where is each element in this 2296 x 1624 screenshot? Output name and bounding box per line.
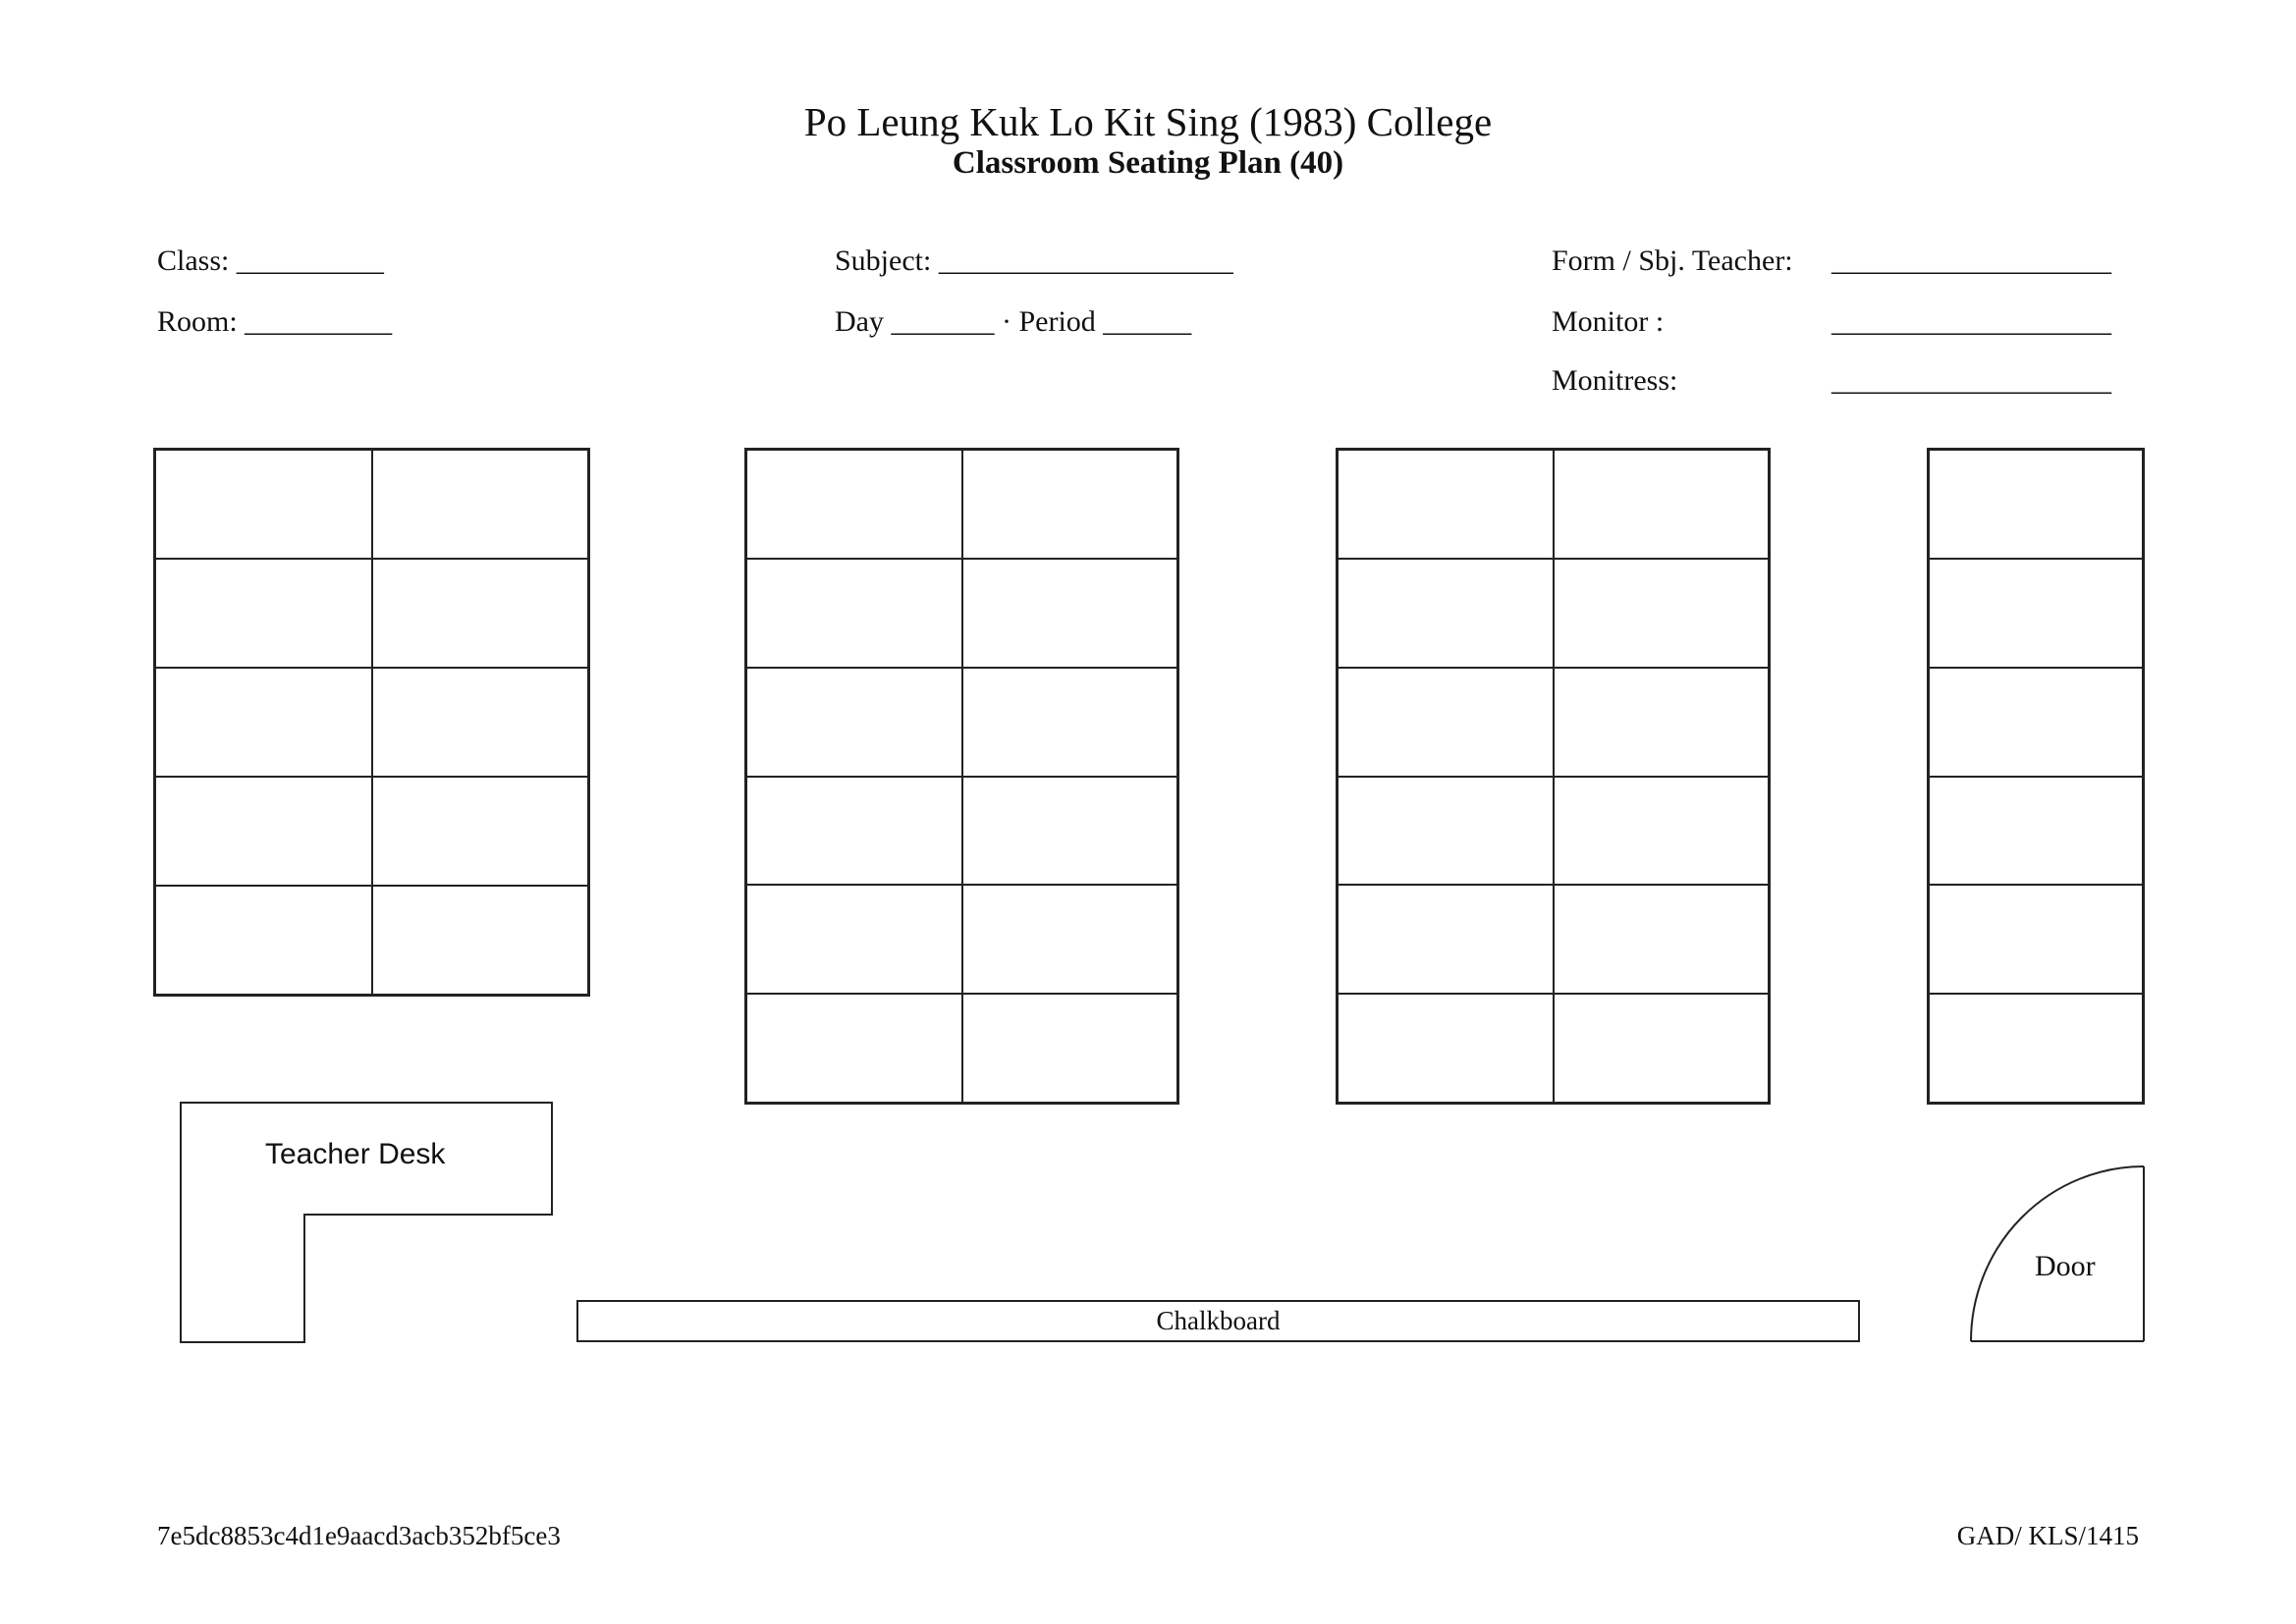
seat-cell[interactable] [746, 777, 962, 886]
seat-cell[interactable] [1338, 668, 1554, 777]
seat-cell[interactable] [746, 994, 962, 1103]
document-hash: 7e5dc8853c4d1e9aacd3acb352bf5ce3 [157, 1521, 561, 1550]
seat-cell[interactable] [1338, 559, 1554, 668]
teacher-desk-label: Teacher Desk [265, 1138, 446, 1170]
monitress-label: Monitress: [1552, 364, 1678, 397]
door-label: Door [2035, 1250, 2096, 1282]
form-teacher-label: Form / Sbj. Teacher: [1552, 244, 1793, 277]
seat-cell[interactable] [372, 668, 589, 777]
seat-cell[interactable] [1554, 559, 1770, 668]
seat-cell[interactable] [746, 885, 962, 994]
seat-cell[interactable] [746, 559, 962, 668]
seat-cell[interactable] [372, 777, 589, 886]
seat-cell[interactable] [1338, 777, 1554, 886]
seat-cell[interactable] [1929, 450, 2143, 559]
subject-field[interactable]: Subject: ____________________ [835, 244, 1233, 277]
seat-cell[interactable] [372, 559, 589, 668]
seat-cell[interactable] [1554, 885, 1770, 994]
seat-cell[interactable] [1338, 450, 1554, 559]
seat-cell[interactable] [1554, 450, 1770, 559]
day-period-field[interactable]: Day _______ · Period ______ [835, 305, 1192, 338]
document-code: GAD/ KLS/1415 [1956, 1521, 2139, 1550]
seat-cell[interactable] [746, 450, 962, 559]
seat-cell[interactable] [962, 885, 1178, 994]
monitress-line[interactable]: ___________________ [1831, 364, 2111, 397]
seat-cell[interactable] [155, 886, 372, 995]
seating-block-2 [744, 448, 1179, 1105]
seat-cell[interactable] [962, 994, 1178, 1103]
class-field[interactable]: Class: __________ [157, 244, 384, 277]
seat-cell[interactable] [1338, 994, 1554, 1103]
seat-cell[interactable] [1554, 668, 1770, 777]
monitor-line[interactable]: ___________________ [1831, 305, 2111, 338]
seat-cell[interactable] [962, 777, 1178, 886]
seat-cell[interactable] [372, 450, 589, 559]
seating-block-3 [1336, 448, 1771, 1105]
room-field[interactable]: Room: __________ [157, 305, 393, 338]
seat-cell[interactable] [372, 886, 589, 995]
seat-cell[interactable] [1929, 994, 2143, 1103]
seat-cell[interactable] [962, 450, 1178, 559]
page-subtitle: Classroom Seating Plan (40) [952, 145, 1344, 181]
seating-block-1 [153, 448, 590, 997]
monitor-label: Monitor : [1552, 305, 1665, 338]
seat-cell[interactable] [1929, 668, 2143, 777]
seat-cell[interactable] [1338, 885, 1554, 994]
form-teacher-line[interactable]: ___________________ [1831, 244, 2111, 277]
seat-cell[interactable] [1929, 559, 2143, 668]
seat-cell[interactable] [155, 559, 372, 668]
seat-cell[interactable] [1554, 777, 1770, 886]
seat-cell[interactable] [962, 668, 1178, 777]
seating-block-4 [1927, 448, 2145, 1105]
seat-cell[interactable] [962, 559, 1178, 668]
chalkboard [576, 1300, 1860, 1342]
seat-cell[interactable] [1929, 777, 2143, 886]
seat-cell[interactable] [155, 450, 372, 559]
chalkboard-label: Chalkboard [1156, 1306, 1281, 1335]
seat-cell[interactable] [746, 668, 962, 777]
seat-cell[interactable] [155, 777, 372, 886]
seat-cell[interactable] [155, 668, 372, 777]
page-title: Po Leung Kuk Lo Kit Sing (1983) College [803, 99, 1493, 144]
seat-cell[interactable] [1554, 994, 1770, 1103]
seat-cell[interactable] [1929, 885, 2143, 994]
